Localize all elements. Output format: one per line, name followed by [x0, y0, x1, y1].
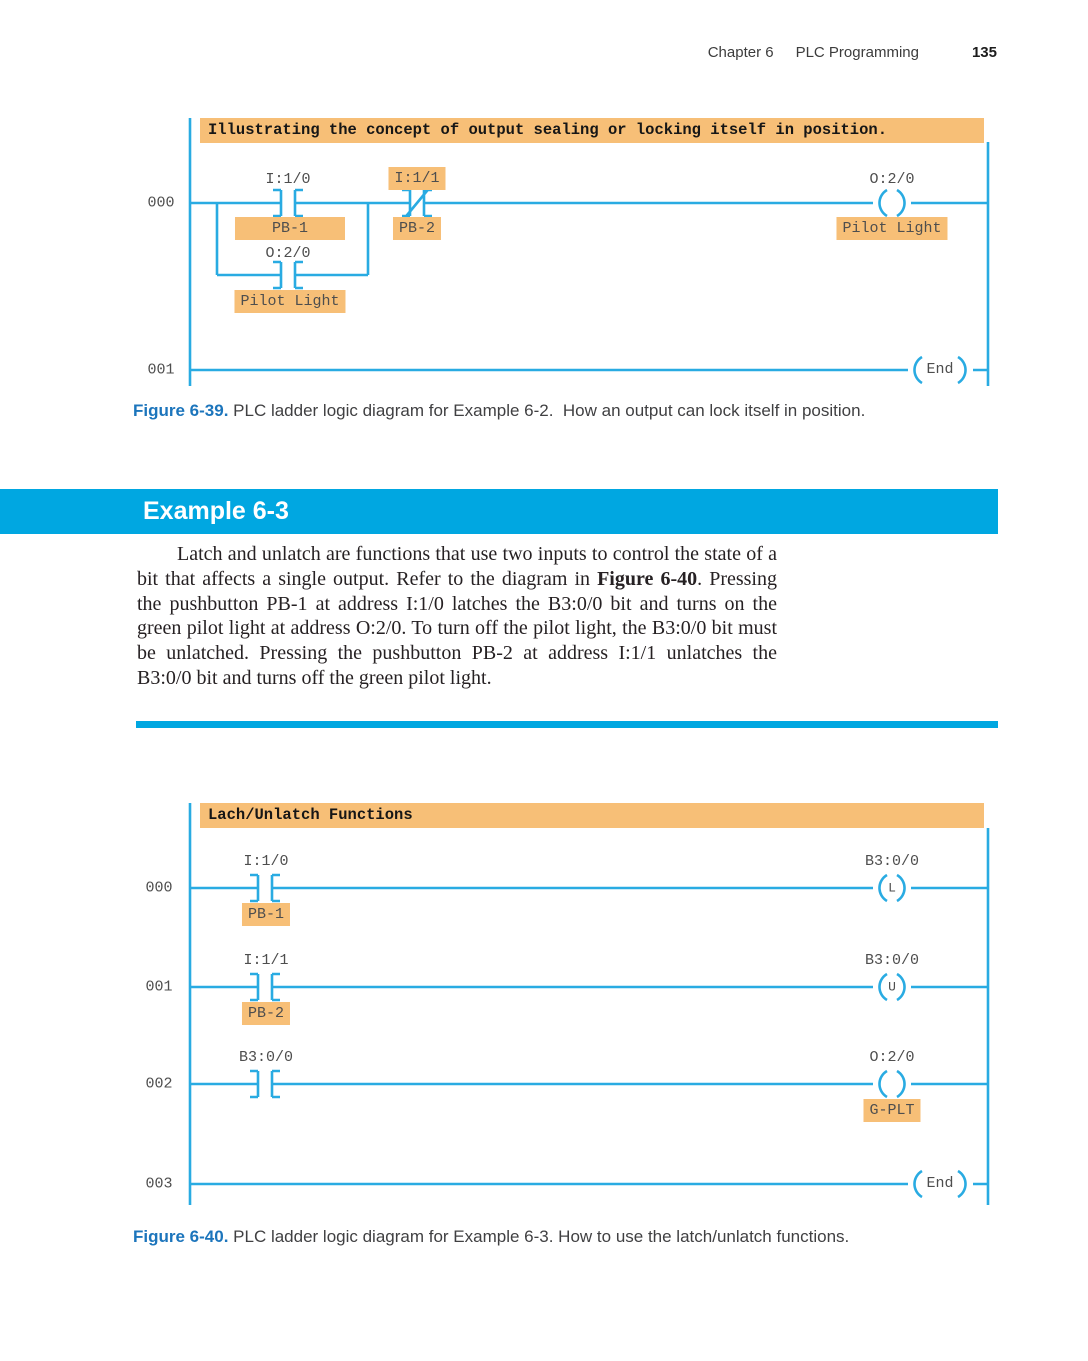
fig40-rung-number-003: 003 — [145, 1175, 173, 1193]
chapter-label: Chapter 6 — [707, 44, 774, 61]
fig40-unlatch-coil-letter: U — [888, 979, 896, 995]
fig39-end-label: End — [926, 361, 954, 378]
fig40-rung-number-002: 002 — [145, 1075, 173, 1093]
fig40-caption-label: Figure 6-40. — [133, 1227, 229, 1246]
fig39-rung-000 — [190, 186, 988, 220]
fig39-contact2-tag: PB-2 — [393, 217, 441, 240]
fig39-contact1-address: I:1/0 — [265, 171, 311, 188]
no-contact-icon — [273, 262, 303, 288]
no-contact-icon — [250, 1071, 280, 1097]
fig40-rung-001 — [190, 974, 988, 1000]
no-contact-icon — [250, 974, 280, 1000]
section-label: PLC Programming — [795, 44, 919, 61]
section-divider-rule — [136, 721, 998, 728]
paragraph-text-1: Latch and unlatch are functions that use two inputs to control the state of a bit that affects a single output. Refer to the diagram in — [137, 543, 777, 590]
no-contact-icon — [273, 190, 303, 216]
fig40-caption-text: PLC ladder logic diagram for Example 6-3. How to use the latch/unlatch functions. — [228, 1227, 850, 1246]
fig40-title: Lach/Unlatch Functions — [208, 806, 413, 824]
coil-icon — [879, 190, 904, 216]
fig39-title: Illustrating the concept of output sealing or locking itself in position. — [208, 121, 888, 139]
nc-contact-icon — [402, 186, 432, 220]
fig39-contact2-address: I:1/1 — [388, 167, 445, 190]
coil-icon — [879, 1071, 904, 1097]
fig39-rung-number-000: 000 — [147, 194, 175, 212]
fig40-rung2-coil-address: O:2/0 — [869, 1049, 915, 1066]
fig39-coil-tag: Pilot Light — [836, 217, 947, 240]
page-number: 135 — [971, 44, 997, 61]
fig40-rung0-contact-address: I:1/0 — [243, 853, 289, 870]
fig40-rung0-coil-address: B3:0/0 — [864, 853, 920, 870]
fig39-caption — [133, 401, 865, 421]
fig40-rung2-contact-address: B3:0/0 — [238, 1049, 294, 1066]
fig40-latch-coil-letter: L — [888, 880, 896, 896]
fig39-title-bar — [200, 118, 984, 143]
fig40-rung-003 — [190, 1171, 988, 1197]
fig40-rung0-contact-tag: PB-1 — [242, 903, 290, 926]
paragraph-bold-ref: Figure 6-40 — [597, 567, 698, 590]
fig39-contact1-tag: PB-1 — [235, 217, 345, 240]
fig40-rung-000 — [190, 875, 988, 901]
fig39-rung-number-001: 001 — [147, 361, 175, 379]
fig39-caption-label: Figure 6-39. — [133, 401, 229, 420]
fig39-branch-contact-address: O:2/0 — [265, 245, 311, 262]
fig40-rung1-contact-tag: PB-2 — [242, 1002, 290, 1025]
fig40-end-label: End — [926, 1175, 954, 1192]
fig40-rung1-contact-address: I:1/1 — [243, 952, 289, 969]
example-paragraph — [137, 542, 777, 691]
fig40-rung-002 — [190, 1071, 988, 1097]
example-banner — [0, 489, 998, 534]
example-banner-title: Example 6-3 — [143, 497, 289, 525]
no-contact-icon — [250, 875, 280, 901]
fig40-rung-number-001: 001 — [145, 978, 173, 996]
fig40-caption — [133, 1227, 849, 1247]
fig40-rung-number-000: 000 — [145, 879, 173, 897]
page-header — [0, 44, 997, 61]
fig39-rung-001 — [190, 357, 988, 383]
fig40-rung2-coil-tag: G-PLT — [863, 1099, 920, 1122]
fig39-caption-text: PLC ladder logic diagram for Example 6-2. How an output can lock itself in position. — [228, 401, 866, 420]
paragraph-text-2: . Pressing the pushbutton PB-1 at address I:1/0 latches the B3:0/0 bit and turns on the green pilot light at address O:2/0. To turn off the pilot light, the B3:0/0 bit must be unlatched. Pressing the pushbutton PB-2 at address I:1/1 unlatches the B3:0/0 bit and turns off the green pilot light. — [137, 567, 777, 689]
fig39-branch-contact-tag: Pilot Light — [234, 290, 345, 313]
fig40-title-bar — [200, 803, 984, 828]
fig40-rung1-coil-address: B3:0/0 — [864, 952, 920, 969]
fig39-coil-address: O:2/0 — [869, 171, 915, 188]
